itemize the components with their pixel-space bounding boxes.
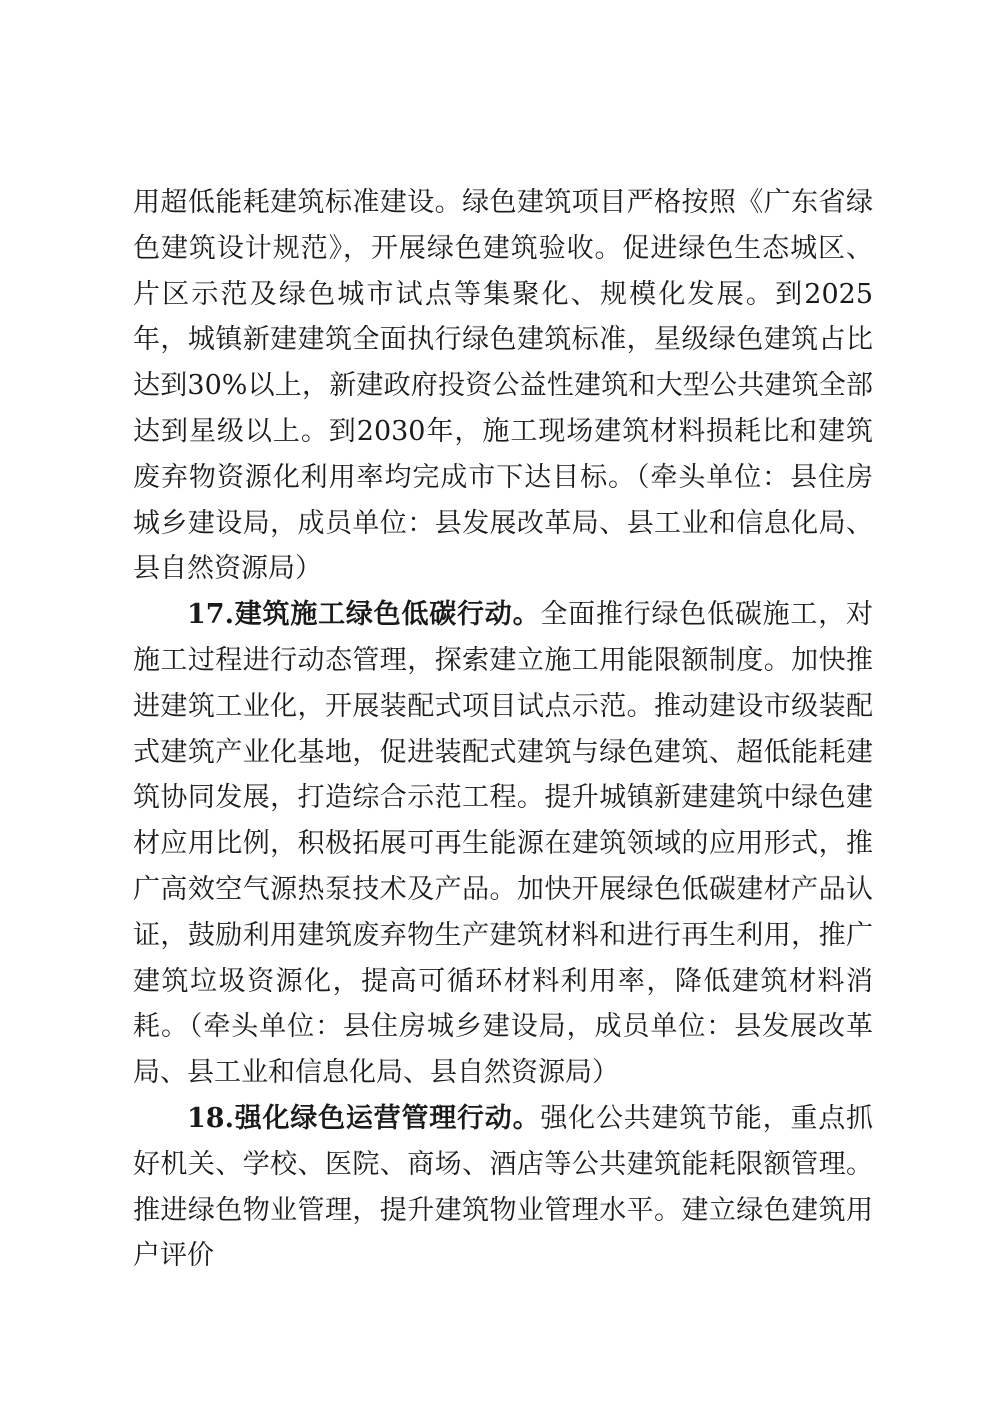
paragraph-section-18 bbox=[133, 1096, 873, 1279]
paragraph-section-17 bbox=[133, 592, 873, 1096]
paragraph-continuation bbox=[133, 180, 873, 592]
paragraph-text: 用超低能耗建筑标准建设。绿色建筑项目严格按照《广东省绿色建筑设计规范》，开展绿色建筑验收。促进绿色生态城区、片区示范及绿色城市试点等集聚化、规模化发展。到2025年，城镇新建建筑全面执行绿色建筑标准，星级绿色建筑占比达到30%以上，新建政府投资公益性建筑和大型公共建筑全部达到星级以上。到2030年，施工现场建筑材料损耗比和建筑废弃物资源化利用率均完成市下达目标。（牵头单位：县住房城乡建设局，成员单位：县发展改革局、县工业和信息化局、县自然资源局） bbox=[133, 187, 873, 585]
paragraph-text: 全面推行绿色低碳施工，对施工过程进行动态管理，探索建立施工用能限额制度。加快推进建筑工业化，开展装配式项目试点示范。推动建设市级装配式建筑产业化基地，促进装配式建筑与绿色建筑、超低能耗建筑协同发展，打造综合示范工程。提升城镇新建建筑中绿色建材应用比例，积极拓展可再生能源在建筑领域的应用形式，推广高效空气源热泵技术及产品。加快开展绿色低碳建材产品认证，鼓励利用建筑废弃物生产建筑材料和进行再生利用，推广建筑垃圾资源化，提高可循环材料利用率，降低建筑材料消耗。（牵头单位：县住房城乡建设局，成员单位：县发展改革局、县工业和信息化局、县自然资源局） bbox=[133, 599, 873, 1089]
paragraph-text: 强化公共建筑节能，重点抓好机关、学校、医院、商场、酒店等公共建筑能耗限额管理。推进绿色物业管理，提升建筑物业管理水平。建立绿色建筑用户评价 bbox=[133, 1102, 873, 1272]
section-heading: 18.强化绿色运营管理行动。 bbox=[187, 1102, 541, 1134]
section-heading: 17.建筑施工绿色低碳行动。 bbox=[187, 599, 541, 631]
body-text bbox=[133, 180, 873, 1279]
